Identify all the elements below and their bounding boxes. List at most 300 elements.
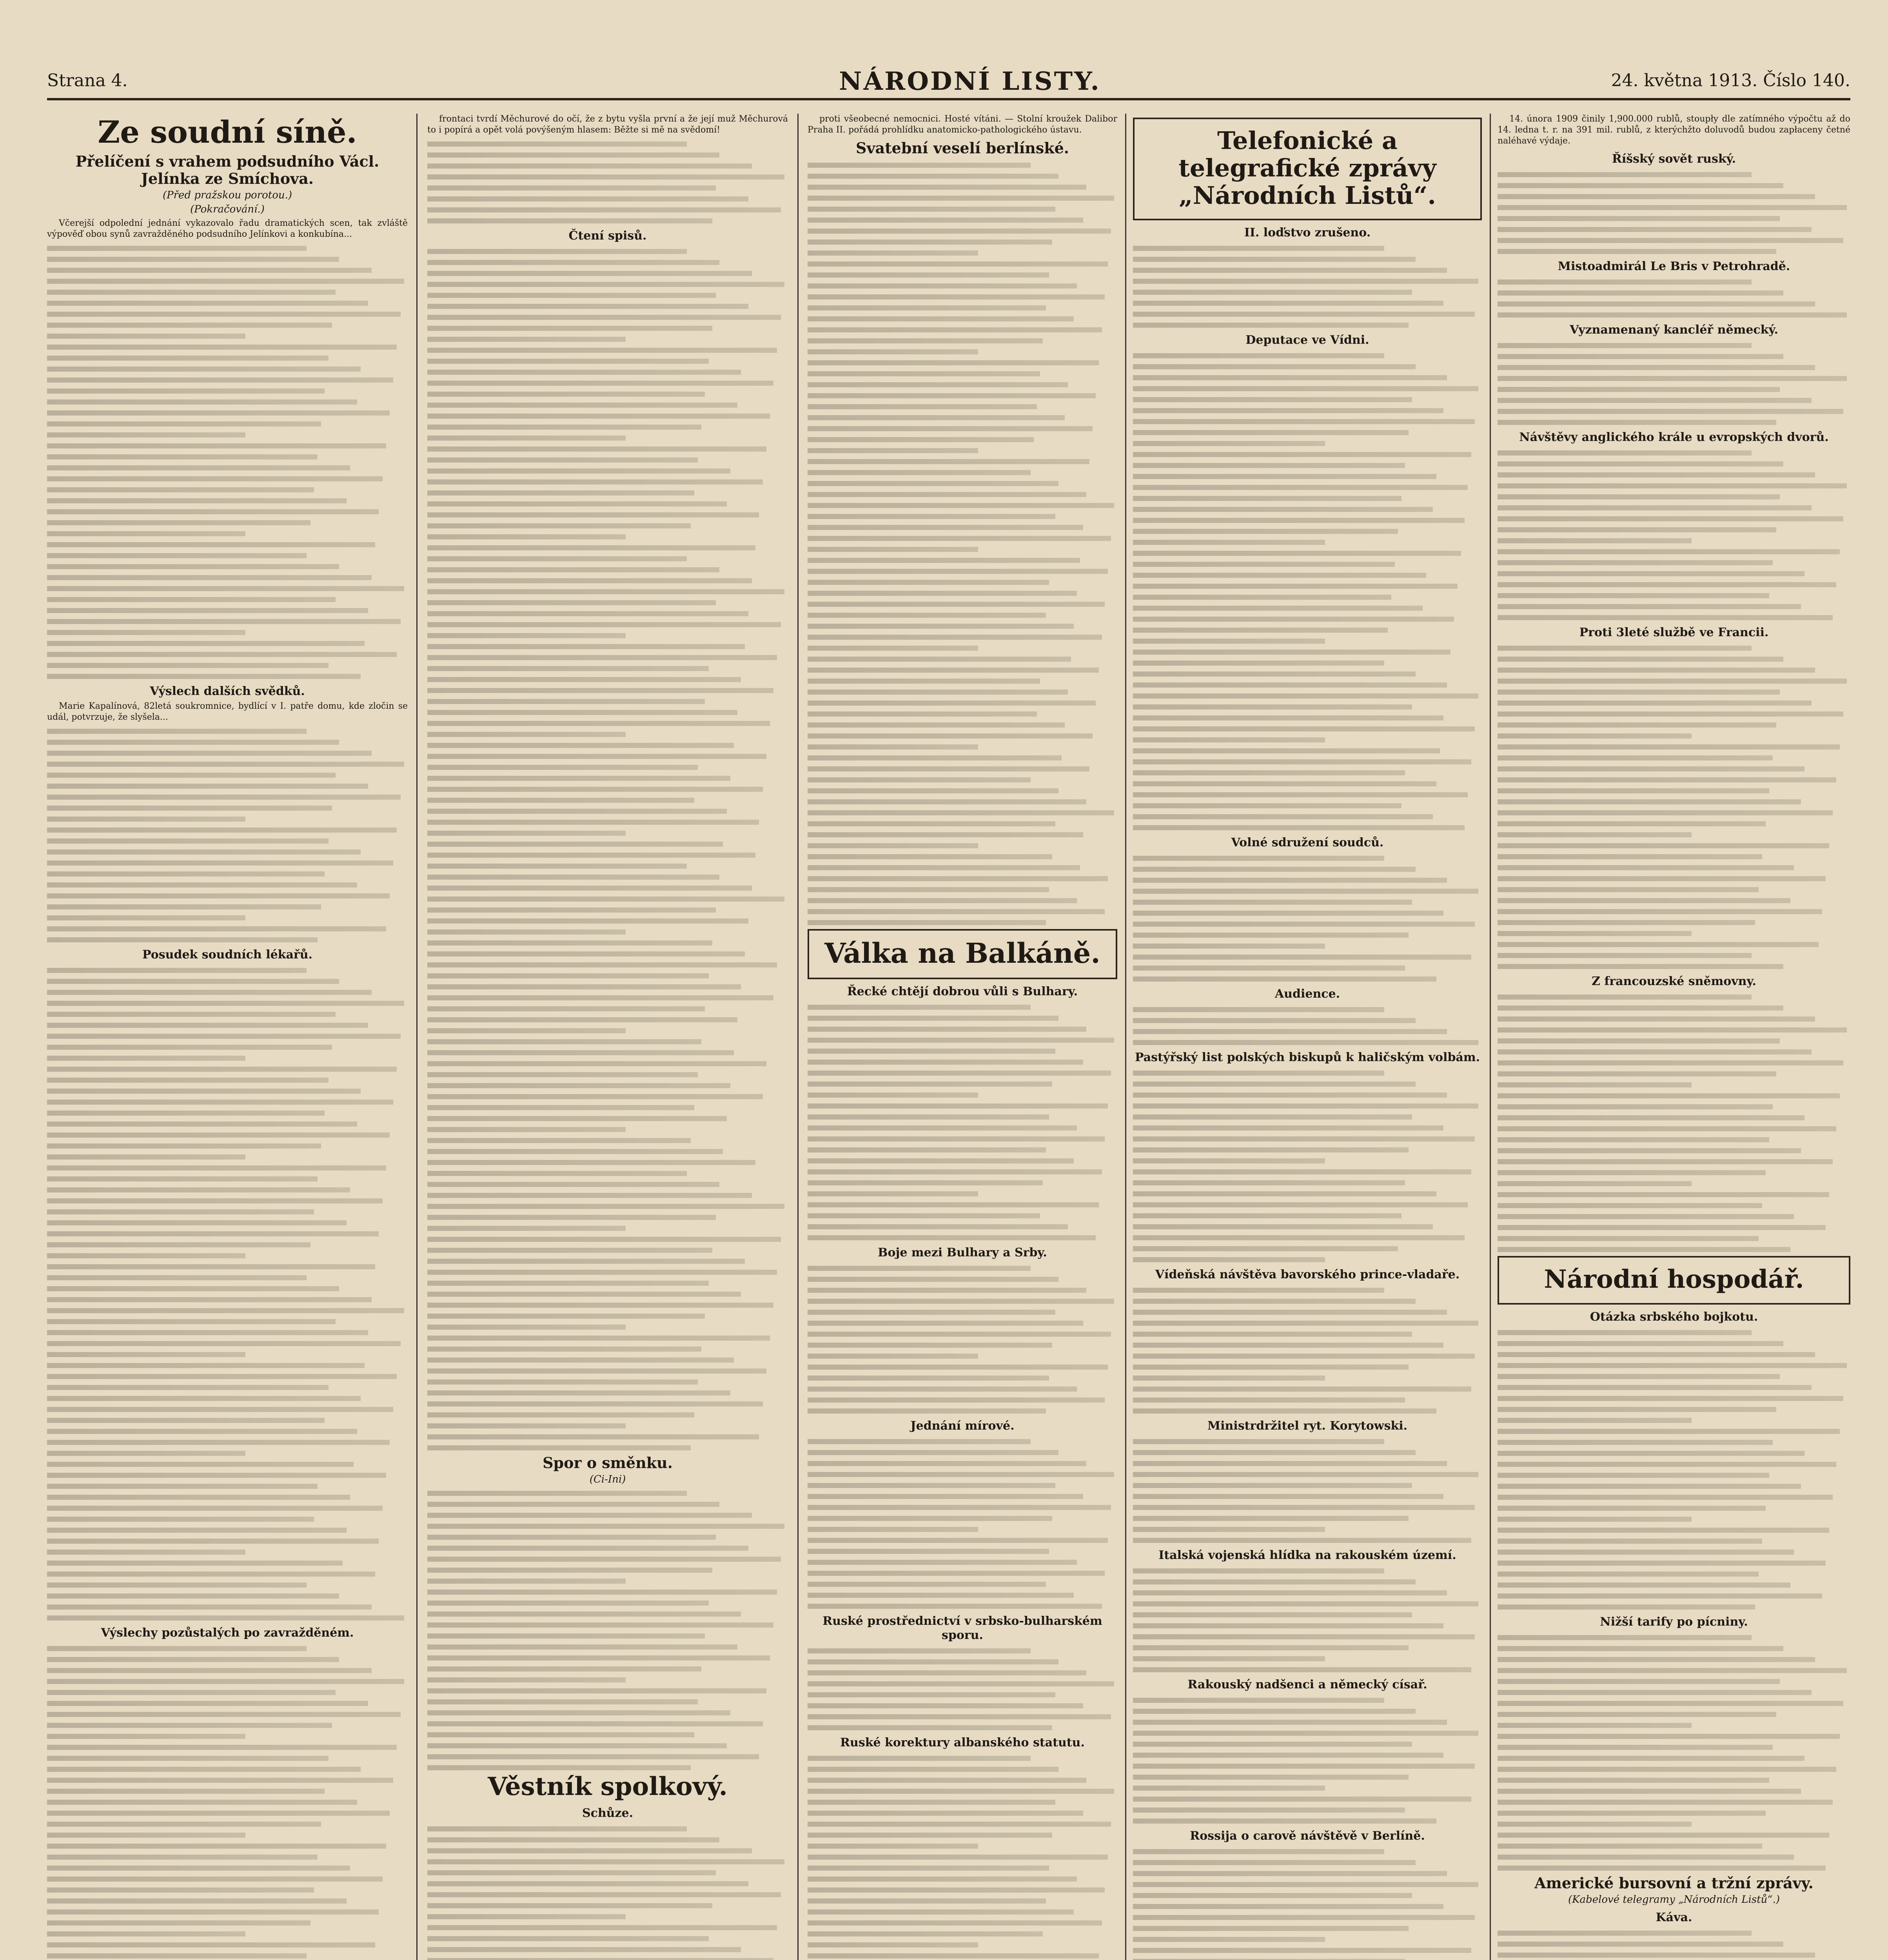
text-line [1498,1657,1815,1662]
text-line [1133,529,1398,534]
text-line [808,755,1062,760]
text-line [47,1473,386,1478]
text-line [808,1909,1074,1915]
text-line [808,569,1108,574]
text-line [47,1887,314,1893]
text-line [47,1778,393,1783]
text-line [427,1105,694,1110]
subheading: Čtení spisů. [568,229,647,243]
text-line [808,1582,1046,1587]
text-line [47,968,307,973]
text-line [47,1572,375,1577]
text-line [808,558,1080,563]
text-line [1498,810,1833,815]
subheading: Ruské prostřednictví v srbsko-bulharském sporu. [822,1614,1102,1642]
text-line [1133,759,1471,764]
text-line [1133,1731,1478,1736]
text-lines [47,968,408,1621]
text-line [808,613,1046,618]
text-line [427,1699,698,1704]
text-line [427,315,781,320]
text-lines [1498,995,1850,1252]
text-line [808,668,1099,673]
text-line [1498,701,1812,706]
text-line [808,1887,1105,1893]
text-line [47,421,321,426]
text-line [427,1557,781,1562]
text-line [1133,1461,1447,1466]
text-line [808,481,1058,486]
text-line [47,882,357,887]
text-line [1498,279,1752,285]
text-line [427,174,784,180]
text-line [1498,843,1829,848]
text-line [1498,461,1783,466]
text-line [427,589,784,594]
text-line [427,142,687,147]
text-line [47,1745,397,1750]
article-byline: (Kabelové telegramy „Národních Listů“.) [1568,1894,1780,1906]
text-line [47,1583,307,1588]
text-line [427,1826,687,1831]
page-label: Strana 4. [47,71,128,91]
text-line [1133,1147,1409,1152]
text-line [1133,452,1471,457]
text-line [1498,365,1815,370]
text-line [1133,312,1475,317]
text-line [808,1005,1031,1010]
text-line [1133,1568,1384,1573]
text-line [1133,1742,1412,1747]
text-line [1133,1299,1416,1304]
text-line [427,337,626,342]
text-line [1498,1429,1840,1434]
text-line [47,1111,325,1116]
text-line [808,1147,1046,1152]
text-line [808,1953,1099,1958]
text-line [427,1688,766,1693]
text-line [1133,419,1475,424]
text-line [427,468,730,474]
subheading: Řecké chtějí dobrou vůli s Bulhary. [847,985,1078,998]
text-line [1498,1049,1812,1054]
section-title: Válka na Balkáně. [824,937,1100,969]
text-line [1498,777,1836,782]
text-line [808,722,1065,728]
text-line [47,1920,310,1926]
text-line [1133,1376,1325,1381]
text-line [1133,279,1478,284]
text-line [1498,1646,1783,1651]
text-line [808,1016,1058,1021]
text-line [1133,1775,1409,1780]
text-line [1133,1202,1468,1207]
subheading: Otázka srbského bojkotu. [1590,1310,1758,1324]
text-line [1498,931,1692,936]
text-line [1133,1029,1447,1034]
text-line [427,348,777,353]
subheading: Nižší tarify po pícniny. [1600,1615,1748,1629]
text-lines [1498,343,1850,425]
text-line [47,1374,397,1379]
text-line [1498,1800,1833,1805]
text-line [1498,1495,1833,1500]
text-line [1133,737,1325,742]
text-line [427,666,709,671]
text-line [47,1877,383,1882]
text-line [808,437,1034,442]
text-line [427,152,719,158]
text-line [808,514,1055,519]
text-line [427,732,626,737]
text-line [1133,1882,1478,1887]
text-line [808,1439,1031,1444]
text-line [1133,246,1384,251]
text-line [1498,1016,1815,1022]
column-rule [416,114,418,1960]
text-line [1498,1385,1812,1390]
text-line [1133,1387,1471,1392]
text-line [427,370,741,375]
text-line [1498,995,1752,1000]
text-line [47,1953,307,1958]
text-lines [47,1646,408,1960]
text-line [47,1297,372,1302]
text-line [47,1187,350,1192]
text-line [1133,1516,1409,1521]
text-line [1133,1764,1475,1769]
text-line [47,520,310,525]
text-line [427,721,770,726]
subheading: Káva. [1656,1911,1692,1924]
text-line [47,410,390,416]
text-line [1498,1734,1840,1739]
text-line [808,1450,1058,1455]
text-line [427,831,626,836]
text-line [427,809,727,814]
text-line [808,1408,1046,1414]
text-line [47,1023,368,1028]
text-line [808,250,978,256]
text-line [808,327,1102,332]
text-line [1133,290,1412,295]
text-line [427,1379,698,1385]
text-lines [427,249,788,1450]
text-line [427,1204,784,1209]
subheading: Schůze. [582,1806,634,1820]
text-line [427,207,781,212]
text-line [47,564,339,569]
text-line [1133,1071,1384,1076]
text-line [1498,1931,1752,1936]
text-line [427,1237,781,1242]
text-line [1133,551,1461,556]
text-line [47,1539,379,1544]
text-line [1133,474,1436,479]
text-line [808,1538,1108,1543]
text-line [1133,1709,1416,1714]
text-line [47,641,365,646]
section-title: Ze soudní síně. [98,114,357,150]
text-line [427,534,626,539]
text-line [427,1138,691,1143]
text-line [808,1266,1031,1271]
text-line [808,1833,1052,1838]
text-line [1133,693,1478,699]
text-line [808,1483,1055,1488]
subheading: Vídeňská návštěva bavorského prince-vladaře. [1155,1268,1460,1281]
text-line [808,898,1077,903]
text-line [1498,1352,1815,1357]
text-line [427,875,719,880]
text-line [808,316,1074,321]
text-line [1133,1937,1325,1942]
text-line [1133,606,1423,611]
text-line [427,446,766,452]
text-line [1498,183,1783,188]
text-line [808,1560,1077,1565]
text-line [427,1390,730,1396]
text-line [1133,726,1475,731]
text-line [1498,1668,1847,1673]
text-line [1498,1723,1692,1728]
text-line [1133,584,1458,589]
text-line [47,1209,314,1214]
text-line [1133,301,1443,306]
text-line [427,940,712,946]
text-lines [1133,1288,1482,1414]
text-line [427,1281,709,1286]
text-line [47,806,332,811]
text-line [427,381,773,386]
text-line [47,1604,372,1610]
text-line [1498,1104,1773,1109]
text-line [1498,1690,1812,1695]
text-line [808,1670,1086,1675]
text-line [47,1341,401,1346]
text-line [1133,1871,1447,1876]
text-line [1498,1811,1766,1816]
text-line [47,1067,397,1072]
text-line [808,1060,1083,1065]
subheading: Boje mezi Bulhary a Srby. [878,1246,1047,1259]
text-line [47,1701,368,1706]
text-line [808,1527,978,1532]
text-line [808,547,978,552]
text-line [808,1288,1086,1293]
text-line [1498,516,1843,521]
text-line [427,567,719,572]
text-line [427,1412,694,1417]
article-headline: Spor o směnku. [543,1454,673,1472]
text-line [1498,722,1776,728]
text-line [1498,1236,1759,1241]
text-line [808,1866,1049,1871]
text-line [808,1169,1102,1174]
text-line [427,787,763,792]
text-line [1133,661,1384,666]
text-line [1498,1679,1780,1684]
text-line [1133,639,1325,644]
text-lines [47,246,408,679]
text-line [1133,540,1325,545]
text-line [1133,595,1391,600]
economy-box [1498,1256,1850,1305]
text-line [1133,1103,1478,1109]
text-line [47,784,368,789]
text-line [427,1072,698,1077]
text-line [1498,1396,1843,1401]
text-line [427,479,763,485]
text-line [808,1703,1083,1708]
text-line [47,1330,368,1335]
column-rule [1490,114,1491,1960]
text-line [1133,965,1405,971]
article-text: Včerejší odpolední jednání vykazovalo řadu dramatických scen, tak zvláště výpověď obou synů zavražděného podsudního Jelínkovi a konkubína... [47,218,408,239]
text-line [808,1103,1108,1109]
text-line [808,415,1065,420]
text-line [1133,375,1447,380]
text-line [1133,1246,1398,1251]
section-title: Telefonické a telegrafické zprávy „Národních Listů“. [1178,126,1436,210]
text-line [1133,1397,1405,1403]
text-line [1133,1343,1443,1348]
text-line [427,185,716,191]
text-line [808,733,1093,739]
text-line [1498,1225,1826,1230]
text-line [47,1756,329,1761]
text-line [1498,1170,1766,1175]
text-line [808,1049,1055,1054]
text-lines [1498,1330,1850,1610]
text-line [1133,1818,1436,1824]
text-line [47,1385,329,1390]
text-line [808,196,1114,201]
text-line [427,743,734,748]
column-3 [808,114,1117,1960]
text-line [1133,889,1478,894]
text-line [1498,194,1815,199]
text-line [1133,364,1416,369]
text-line [1133,1494,1443,1499]
text-line [427,1743,727,1748]
text-line [1133,397,1412,402]
text-line [47,1712,401,1717]
text-line [47,399,357,405]
text-lines [1498,1931,1850,1958]
text-line [427,556,687,561]
text-line [808,580,1049,585]
text-line [1133,1169,1471,1174]
text-line [808,1593,1074,1598]
text-line [47,257,339,262]
text-lines [1498,172,1850,254]
text-line [47,1517,314,1522]
text-line [47,367,361,372]
text-line [1133,1439,1384,1444]
text-line [808,1387,1077,1392]
text-line [427,842,723,847]
text-line [47,1034,401,1039]
text-line [427,1644,737,1650]
text-line [1133,1224,1433,1229]
text-line [808,1299,1114,1304]
text-line [808,865,1080,870]
text-line [427,853,755,858]
text-line [427,1601,709,1606]
text-line [47,1800,357,1805]
text-line [1133,856,1384,861]
text-line [1498,909,1822,914]
text-line [1498,1473,1769,1478]
text-line [47,1909,379,1915]
text-line [47,762,404,767]
text-line [1133,1114,1412,1120]
text-line [808,876,1108,881]
text-line [808,393,1096,398]
text-line [427,457,698,463]
text-line [1133,1408,1436,1414]
text-line [47,279,404,284]
text-line [1133,1040,1478,1045]
text-line [808,854,1052,859]
text-line [1133,507,1433,512]
text-line [47,334,245,339]
text-line [47,553,307,558]
text-line [808,174,1058,179]
subheading: Z francouzské sněmovny. [1592,975,1756,988]
text-line [1133,496,1401,501]
text-line [808,1571,1105,1576]
text-line [808,492,1086,497]
text-line [427,1754,759,1759]
text-line [427,1303,773,1308]
text-line [1133,867,1416,872]
text-line [47,1723,332,1728]
text-line [1133,1191,1436,1196]
text-line [1498,301,1815,307]
text-line [47,509,379,514]
text-line [47,1789,325,1794]
text-line [1498,615,1833,620]
text-line [808,261,1108,267]
text-line [427,754,766,759]
text-line [1498,1701,1843,1706]
text-line [47,1396,361,1401]
text-line [47,860,393,866]
text-line [427,1848,752,1853]
text-line [1498,505,1812,510]
text-line [808,1800,1055,1805]
text-line [1498,887,1759,892]
text-line [47,1001,404,1006]
text-line [1133,1310,1447,1315]
article-byline: (Ci-Ini) [589,1474,626,1485]
text-line [1133,463,1405,468]
text-line [1133,386,1478,391]
text-line [808,1844,978,1849]
text-line [808,371,1040,376]
text-line [427,951,745,956]
subheading: Říšský sovět ruský. [1612,152,1736,166]
text-line [1133,518,1465,523]
text-lines [1133,1568,1482,1672]
text-line [808,1235,1096,1240]
text-line [808,1332,1111,1337]
text-line [1498,898,1790,903]
text-line [427,1568,712,1573]
text-line [1498,1539,1762,1544]
